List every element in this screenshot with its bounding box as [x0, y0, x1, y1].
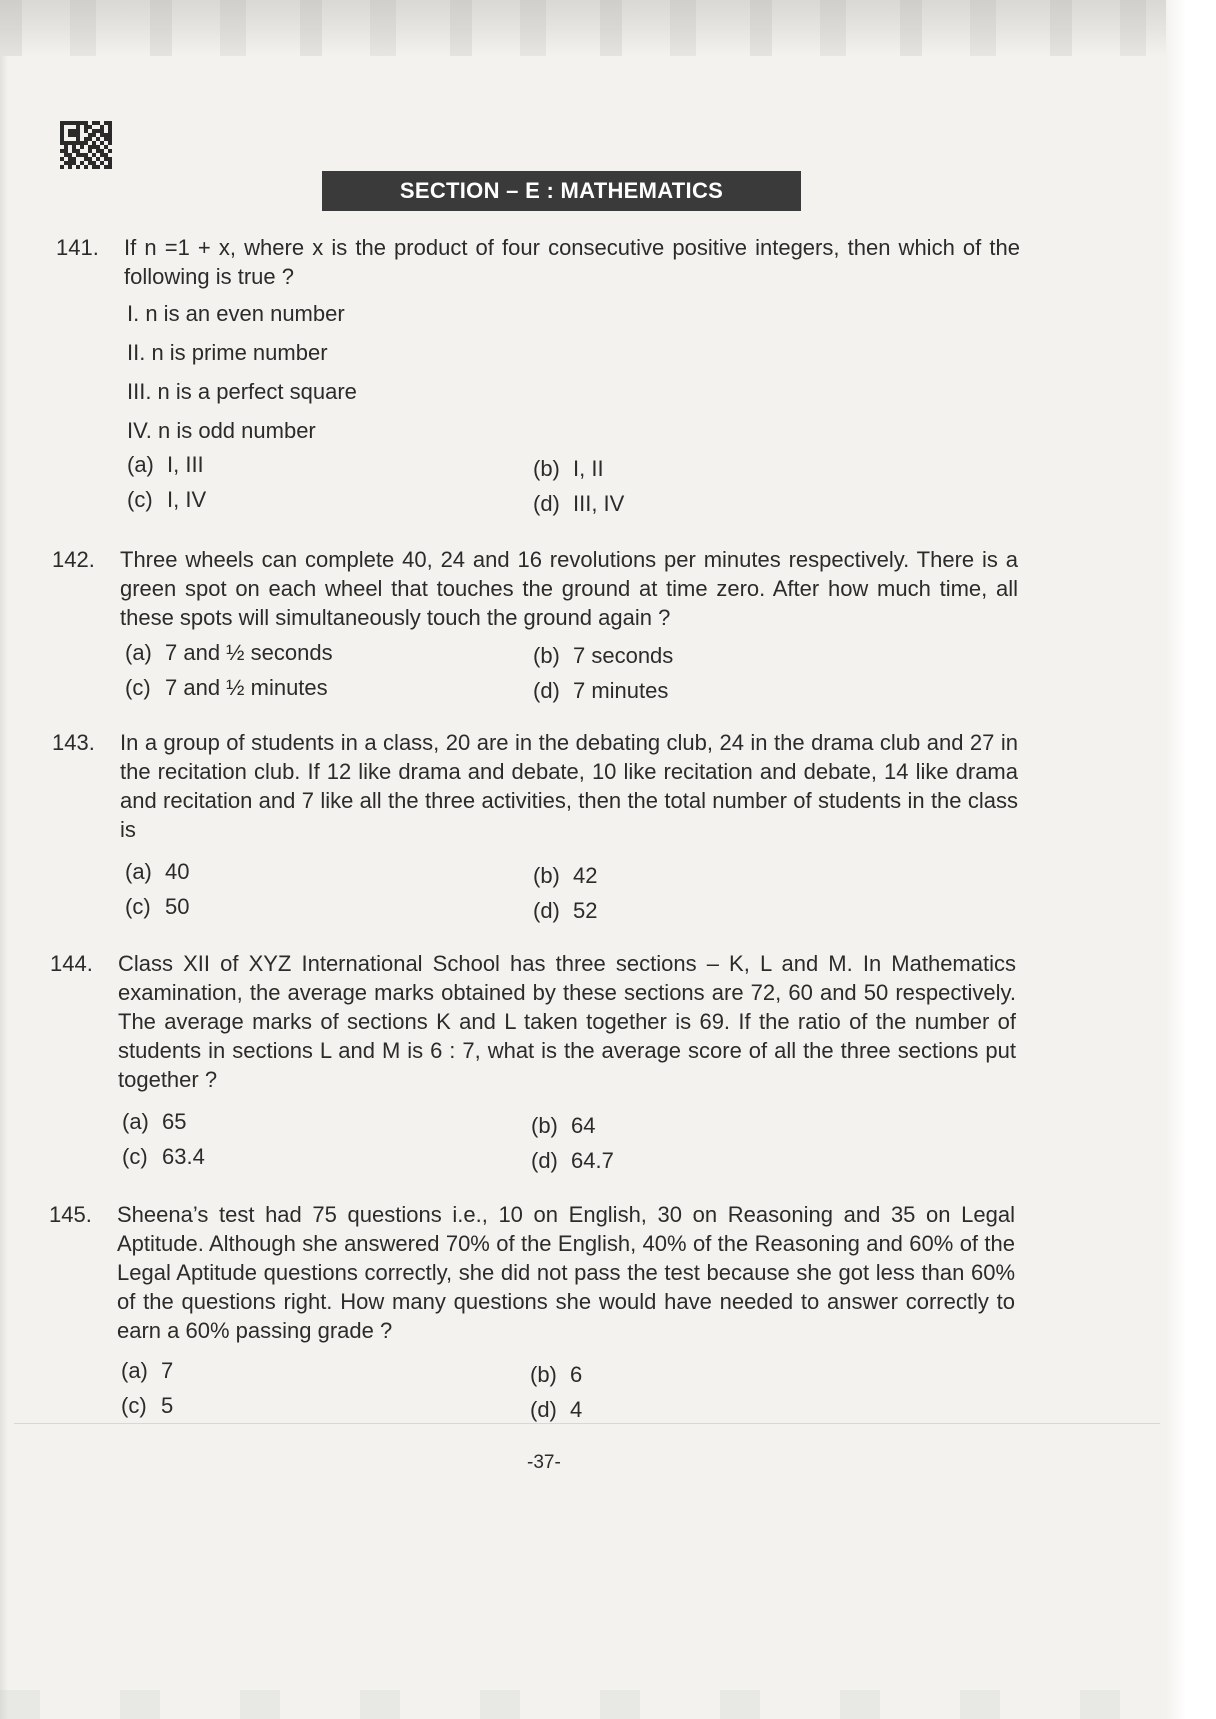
scan-border-top: [0, 0, 1216, 56]
option-b: [533, 863, 597, 889]
option-a: [125, 859, 189, 885]
statement: III. n is a perfect square: [127, 379, 357, 404]
option-label: (d): [533, 491, 560, 516]
option-b: [533, 456, 604, 482]
page-number: -37-: [527, 1452, 561, 1473]
option-label: (c): [122, 1144, 148, 1169]
option-label: (b): [531, 1113, 558, 1138]
option-text: 52: [573, 898, 598, 923]
option-label: (b): [533, 863, 560, 888]
option-label: (c): [121, 1393, 147, 1418]
question-text: Class XII of XYZ International School has three sections – K, L and M. In Mathematics examination, the average marks obtained by these sections are 72, 60 and 50 respectively. The average marks of sections K and L taken together is 69. If the ratio of the number of students in sections L and M is 6 : 7, what is the average score of all the three sections put together ?: [118, 951, 1016, 1092]
option-text: I, II: [573, 456, 604, 481]
option-d: [531, 1148, 614, 1174]
option-text: 7 seconds: [573, 643, 674, 668]
option-a: [127, 452, 204, 478]
option-b: [533, 643, 673, 669]
scan-border-left: [0, 56, 8, 1719]
question-text: In a group of students in a class, 20 are in the debating club, 24 in the drama club and 27 in the recitation club. If 12 like drama and debate, 10 like recitation and debate, 14 like drama and recitation and 7 like all the three activities, then the total number of students in the class is: [120, 730, 1018, 842]
option-text: 65: [162, 1109, 187, 1134]
statement: II. n is prime number: [127, 340, 328, 365]
question-text: Sheena’s test had 75 questions i.e., 10 on English, 30 on Reasoning and 35 on Legal Aptitude. Although she answered 70% of the English, 40% of the Reasoning and 60% of the Legal Aptitude questions correctly, she did not pass the test because she got less than 60% of the questions right. How many questions she would have needed to answer correctly to earn a 60% passing grade ?: [117, 1202, 1015, 1343]
question-text: Three wheels can complete 40, 24 and 16 revolutions per minutes respectively. There is a green spot on each wheel that touches the ground at time zero. After how much time, all these spots will simultaneously touch the ground again ?: [120, 547, 1018, 630]
question-number: 145.: [49, 1202, 92, 1227]
option-text: 7 and ½ seconds: [165, 640, 333, 665]
option-label: (c): [125, 675, 151, 700]
question-number: 143.: [52, 730, 95, 755]
option-d: [530, 1397, 582, 1423]
option-label: (d): [531, 1148, 558, 1173]
question-number: 142.: [52, 547, 95, 572]
option-c: [125, 894, 189, 920]
option-label: (c): [127, 487, 153, 512]
scan-border-bottom: [0, 1690, 1166, 1719]
option-label: (b): [530, 1362, 557, 1387]
option-label: (b): [533, 456, 560, 481]
option-text: 5: [161, 1393, 174, 1418]
option-text: 40: [165, 859, 190, 884]
option-a: [121, 1358, 173, 1384]
statement: IV. n is odd number: [127, 418, 316, 443]
option-a: [125, 640, 333, 666]
option-d: [533, 491, 624, 517]
option-text: I, III: [167, 452, 204, 477]
option-d: [533, 898, 597, 924]
option-text: 6: [570, 1362, 583, 1387]
option-label: (a): [127, 452, 154, 477]
option-c: [125, 675, 328, 701]
option-c: [127, 487, 206, 513]
option-text: 7: [161, 1358, 174, 1383]
question-text: If n =1 + x, where x is the product of four consecutive positive integers, then which of the following is true ?: [124, 235, 1020, 289]
option-text: III, IV: [573, 491, 625, 516]
option-c: [121, 1393, 173, 1419]
scan-border-right: [1166, 0, 1216, 1719]
option-text: 64.7: [571, 1148, 614, 1173]
option-text: 50: [165, 894, 190, 919]
option-c: [122, 1144, 205, 1170]
option-d: [533, 678, 668, 704]
option-b: [531, 1113, 595, 1139]
option-label: (a): [125, 640, 152, 665]
option-text: 4: [570, 1397, 583, 1422]
option-label: (a): [125, 859, 152, 884]
option-label: (a): [122, 1109, 149, 1134]
option-text: 64: [571, 1113, 596, 1138]
question-number: 144.: [50, 951, 93, 976]
option-label: (d): [533, 678, 560, 703]
option-text: 7 and ½ minutes: [165, 675, 328, 700]
option-text: 7 minutes: [573, 678, 669, 703]
option-text: I, IV: [167, 487, 207, 512]
question-number: 141.: [56, 235, 99, 260]
qr-code-icon: [60, 121, 112, 171]
option-text: 63.4: [162, 1144, 205, 1169]
page-divider: [14, 1423, 1160, 1424]
statement: I. n is an even number: [127, 301, 345, 326]
option-label: (d): [530, 1397, 557, 1422]
option-label: (c): [125, 894, 151, 919]
section-title: SECTION – E : MATHEMATICS: [322, 171, 801, 211]
option-label: (b): [533, 643, 560, 668]
option-b: [530, 1362, 582, 1388]
option-label: (d): [533, 898, 560, 923]
option-label: (a): [121, 1358, 148, 1383]
option-text: 42: [573, 863, 598, 888]
option-a: [122, 1109, 186, 1135]
